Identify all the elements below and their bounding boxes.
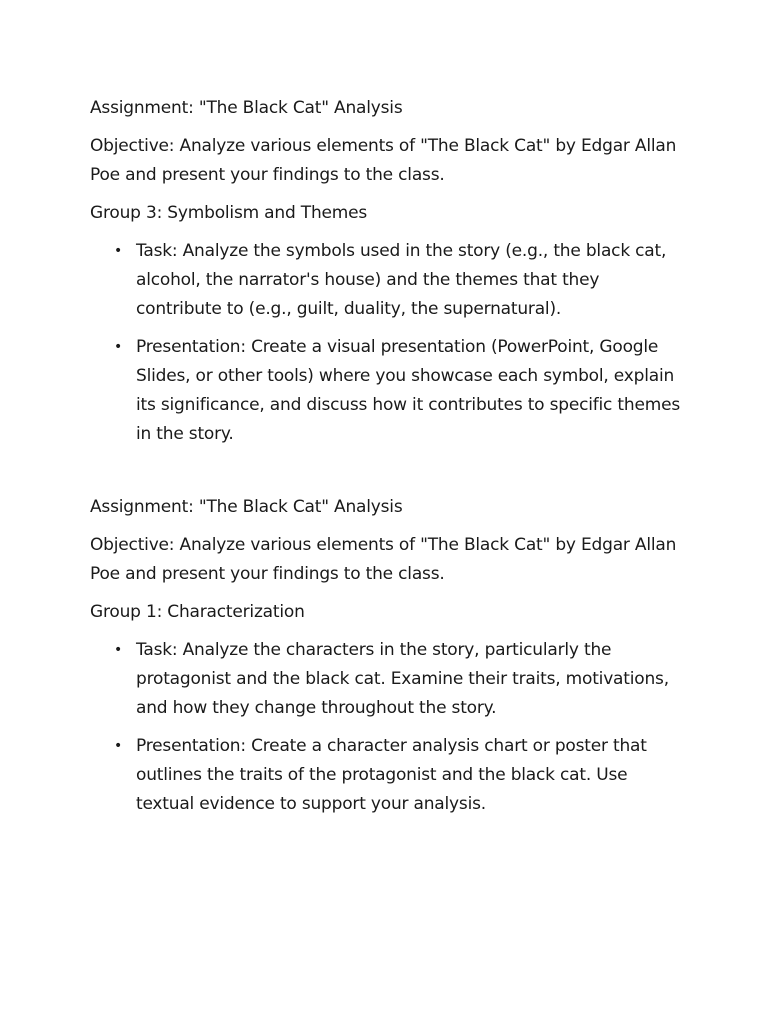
bullet-icon: •: [114, 243, 123, 259]
list-item-presentation: [90, 333, 690, 449]
assignment-title: Assignment: "The Black Cat" Analysis: [90, 98, 403, 118]
list-item-presentation: [90, 732, 690, 819]
list-item-text: Presentation: Create a visual presentation (PowerPoint, Google Slides, or other tools) where you showcase each symbol, explain its significance, and discuss how it contributes to specific themes in the story.: [136, 337, 680, 444]
list-item-task: [90, 237, 690, 324]
group-item-list: [90, 636, 690, 819]
document-page: [90, 94, 690, 828]
list-item-task: [90, 636, 690, 723]
list-item-text: Task: Analyze the symbols used in the story (e.g., the black cat, alcohol, the narrator's house) and the themes that they contribute to (e.g., guilt, duality, the supernatural).: [136, 241, 667, 319]
bullet-icon: •: [114, 339, 123, 355]
assignment-objective: Objective: Analyze various elements of "The Black Cat" by Edgar Allan Poe and present your findings to the class.: [90, 535, 677, 584]
group-item-list: [90, 237, 690, 449]
group-heading: Group 1: Characterization: [90, 602, 305, 622]
assignment-title: Assignment: "The Black Cat" Analysis: [90, 497, 403, 517]
assignment-section-group-3: [90, 94, 690, 449]
assignment-section-group-1: [90, 493, 690, 819]
group-heading: Group 3: Symbolism and Themes: [90, 203, 368, 223]
list-item-text: Task: Analyze the characters in the story, particularly the protagonist and the black cat. Examine their traits, motivations, and how they change throughout the story.: [136, 640, 669, 718]
bullet-icon: •: [114, 642, 123, 658]
list-item-text: Presentation: Create a character analysis chart or poster that outlines the traits of the protagonist and the black cat. Use textual evidence to support your analysis.: [136, 736, 647, 814]
assignment-objective: Objective: Analyze various elements of "The Black Cat" by Edgar Allan Poe and present your findings to the class.: [90, 136, 677, 185]
bullet-icon: •: [114, 738, 123, 754]
